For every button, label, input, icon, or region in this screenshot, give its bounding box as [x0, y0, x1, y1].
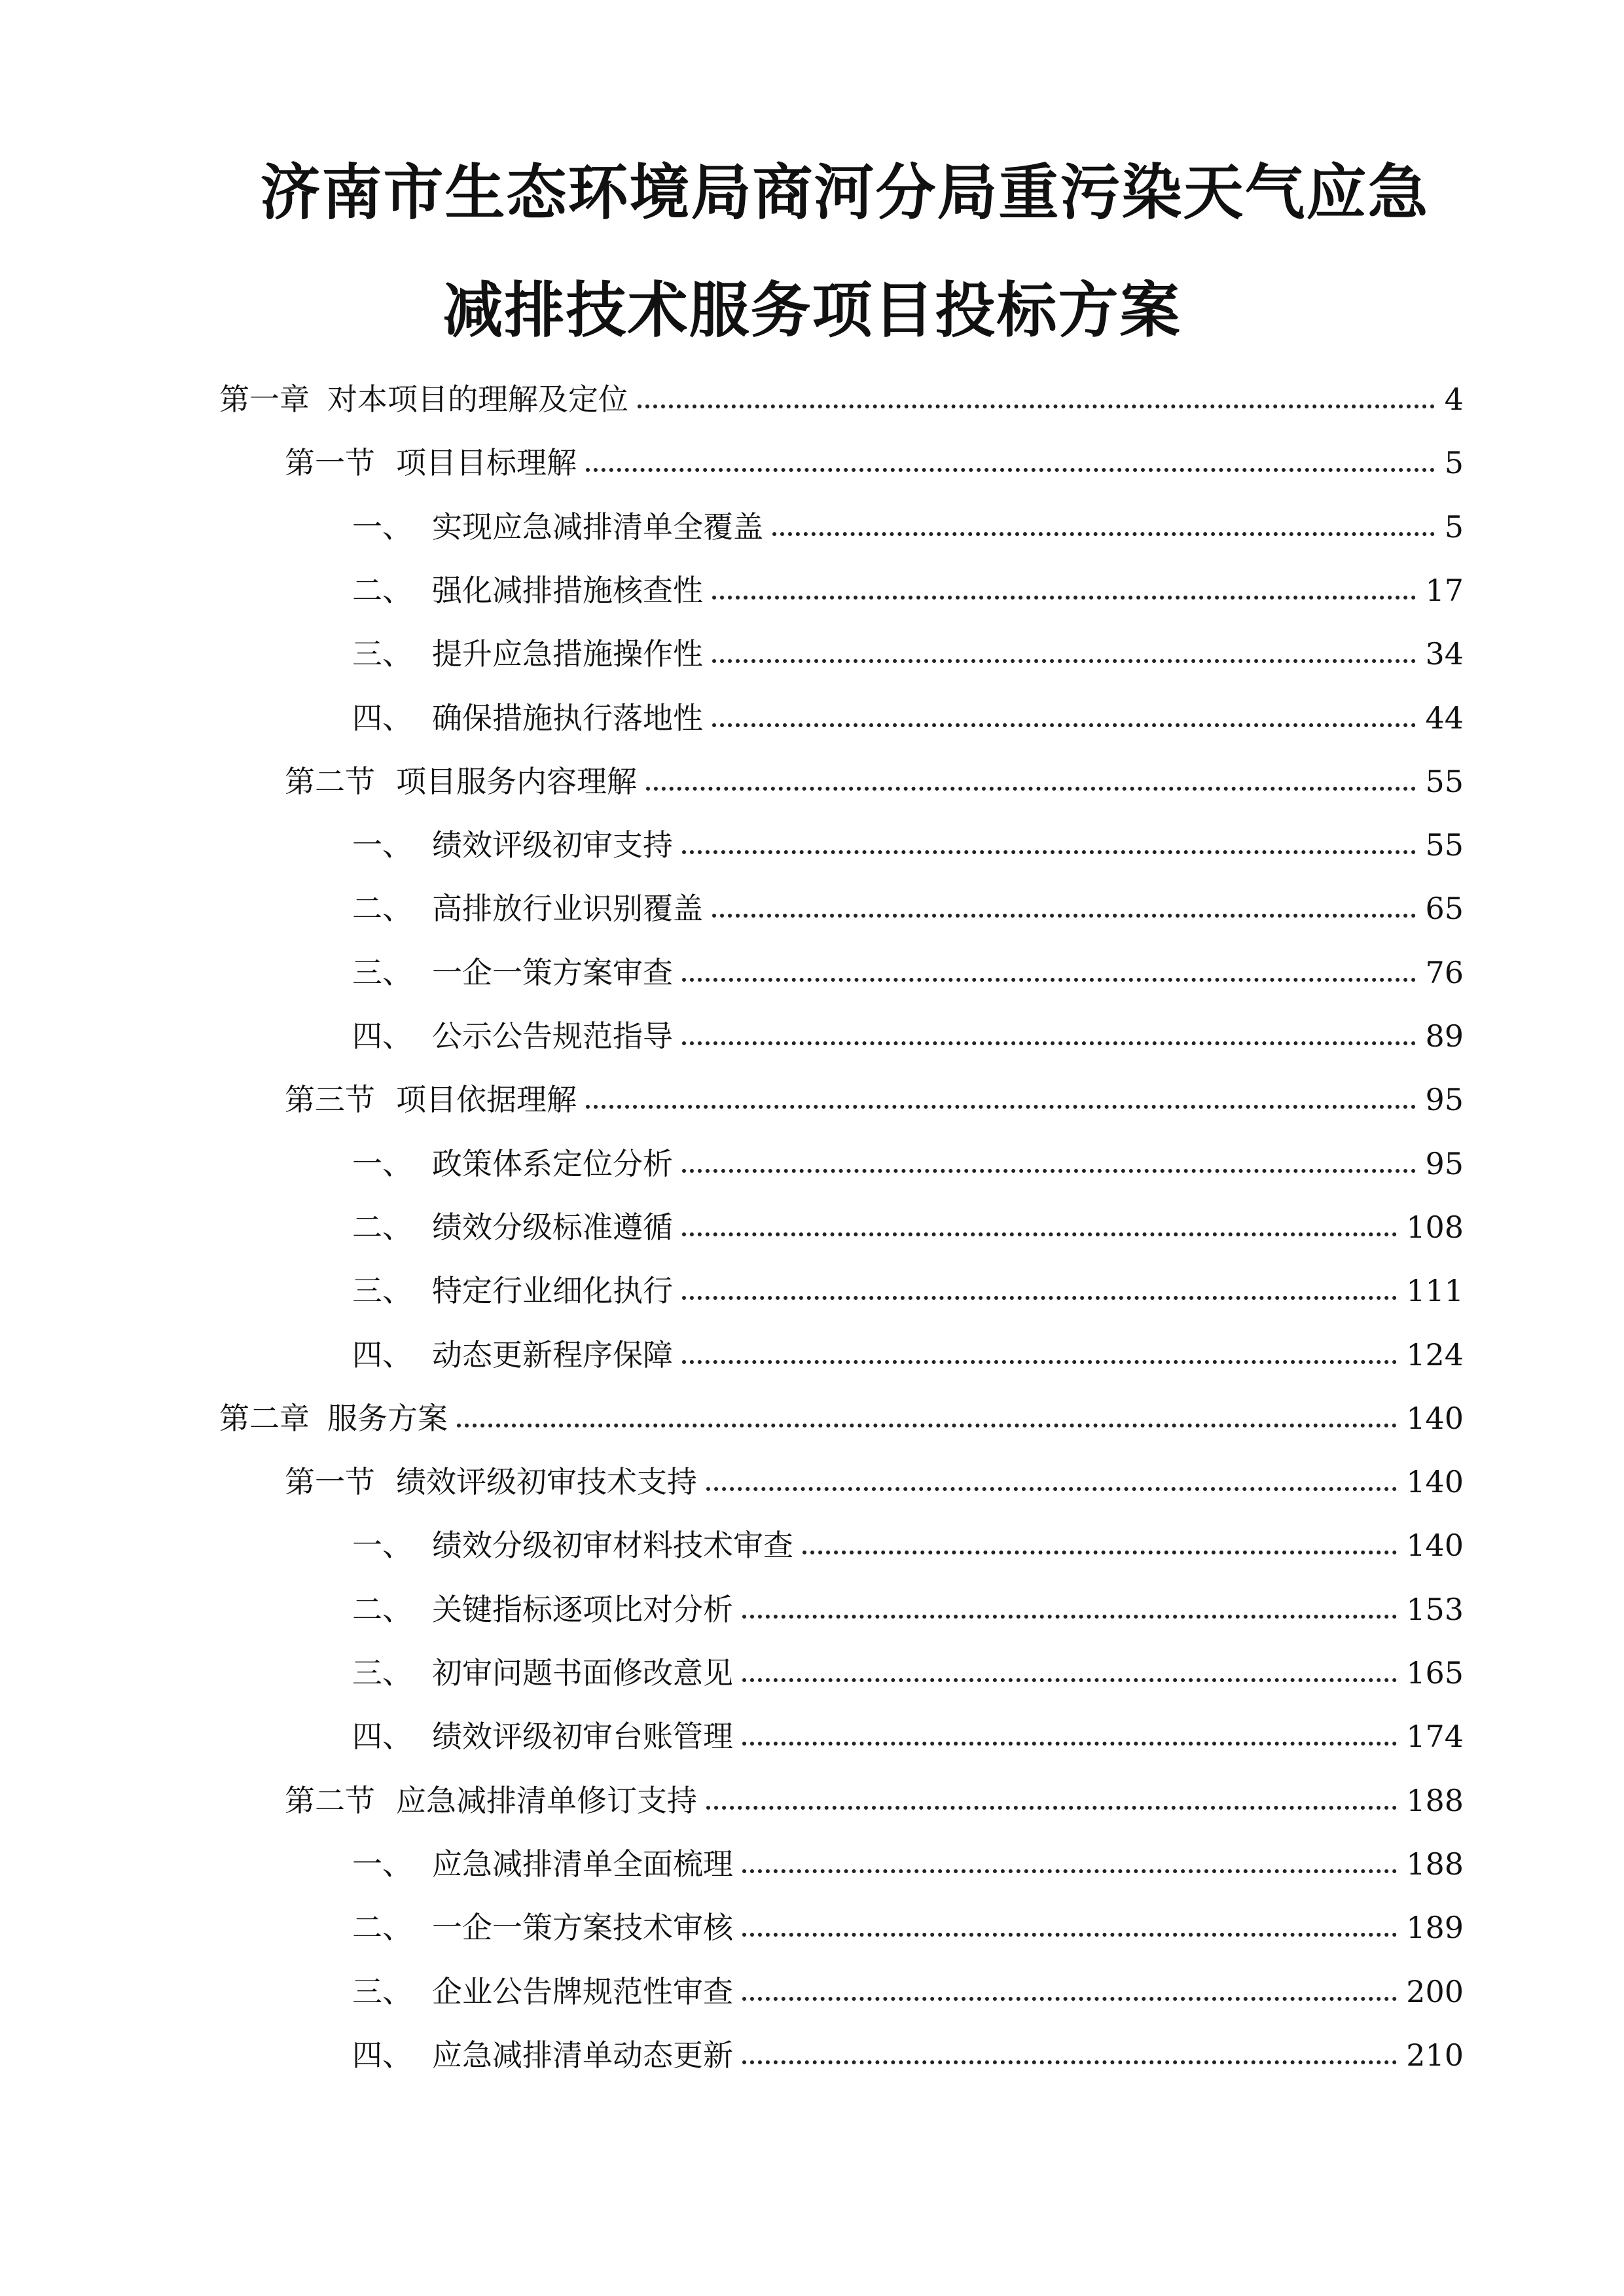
toc-entry-number: 第二节 [285, 763, 375, 799]
toc-entry-page-number: 5 [1444, 445, 1464, 481]
toc-dot-leader [638, 404, 1435, 408]
toc-entry[interactable] [352, 940, 1464, 992]
toc-entry-page-number: 17 [1425, 572, 1464, 608]
toc-entry-title: 强化减排措施核查性 [432, 572, 703, 608]
toc-dot-leader [772, 532, 1435, 536]
toc-entry[interactable] [352, 558, 1464, 610]
toc-entry[interactable] [352, 1513, 1464, 1565]
toc-entry-page-number: 55 [1425, 763, 1464, 799]
toc-entry-page-number: 89 [1425, 1018, 1464, 1054]
toc-entry-number: 三、 [352, 636, 412, 672]
toc-dot-leader [682, 1041, 1416, 1045]
toc-entry[interactable] [352, 621, 1464, 673]
toc-entry-number: 一、 [352, 1145, 412, 1181]
toc-entry-page-number: 5 [1444, 509, 1464, 545]
toc-entry-number: 二、 [352, 1209, 412, 1245]
toc-entry[interactable] [219, 1386, 1464, 1438]
toc-dot-leader [742, 1997, 1397, 2001]
toc-entry-title: 绩效分级初审材料技术审查 [432, 1528, 793, 1564]
toc-dot-leader [682, 850, 1416, 854]
toc-entry-page-number: 140 [1406, 1528, 1464, 1564]
toc-entry[interactable] [352, 1131, 1464, 1183]
toc-dot-leader [712, 659, 1416, 663]
toc-dot-leader [682, 1360, 1397, 1364]
toc-dot-leader [712, 914, 1416, 918]
toc-dot-leader [706, 1806, 1397, 1810]
toc-entry-page-number: 140 [1406, 1400, 1464, 1436]
toc-dot-leader [742, 1933, 1397, 1937]
toc-dot-leader [682, 1232, 1397, 1236]
toc-entry-title: 政策体系定位分析 [432, 1145, 673, 1181]
toc-entry[interactable] [352, 685, 1464, 738]
toc-entry-title: 对本项目的理解及定位 [327, 382, 628, 417]
toc-entry-number: 四、 [352, 1336, 412, 1372]
toc-dot-leader [646, 787, 1416, 791]
toc-entry-number: 四、 [352, 1018, 412, 1054]
toc-dot-leader [803, 1551, 1397, 1554]
toc-entry-page-number: 95 [1425, 1145, 1464, 1181]
toc-entry[interactable] [352, 494, 1464, 547]
toc-entry-title: 高排放行业识别覆盖 [432, 891, 703, 927]
toc-entry-number: 第一章 [219, 382, 310, 417]
toc-entry-number: 四、 [352, 1719, 412, 1755]
toc-entry-page-number: 124 [1406, 1336, 1464, 1372]
toc-entry-title: 应急减排清单修订支持 [396, 1782, 697, 1818]
toc-entry-number: 第一节 [285, 1464, 375, 1500]
toc-entry[interactable] [285, 1768, 1464, 1820]
toc-dot-leader [586, 468, 1435, 472]
toc-entry-number: 四、 [352, 2037, 412, 2073]
toc-dot-leader [457, 1424, 1397, 1427]
document-title-line-1: 济南市生态环境局商河分局重污染天气应急 [260, 158, 1430, 228]
toc-dot-leader [742, 1615, 1397, 1619]
toc-entry[interactable] [352, 1640, 1464, 1693]
toc-entry-number: 一、 [352, 509, 412, 545]
toc-entry-title: 项目依据理解 [396, 1082, 577, 1118]
toc-entry[interactable] [352, 1258, 1464, 1310]
toc-entry-number: 一、 [352, 827, 412, 863]
toc-entry[interactable] [352, 2022, 1464, 2075]
toc-entry-title: 服务方案 [327, 1400, 448, 1436]
toc-entry-title: 绩效评级初审支持 [432, 827, 673, 863]
toc-entry[interactable] [285, 430, 1464, 482]
toc-entry-number: 一、 [352, 1846, 412, 1882]
toc-entry-title: 应急减排清单动态更新 [432, 2037, 733, 2073]
toc-entry-page-number: 76 [1425, 954, 1464, 990]
toc-entry-title: 一企一策方案审查 [432, 954, 673, 990]
toc-entry-number: 第二章 [219, 1400, 310, 1436]
toc-entry-page-number: 189 [1406, 1910, 1464, 1946]
toc-entry-number: 三、 [352, 954, 412, 990]
toc-entry-title: 项目目标理解 [396, 445, 577, 481]
toc-entry-title: 关键指标逐项比对分析 [432, 1591, 733, 1627]
toc-dot-leader [712, 723, 1416, 727]
toc-entry[interactable] [352, 1895, 1464, 1947]
toc-entry[interactable] [285, 749, 1464, 801]
toc-entry-number: 二、 [352, 572, 412, 608]
toc-entry[interactable] [352, 1704, 1464, 1756]
toc-entry-page-number: 55 [1425, 827, 1464, 863]
toc-dot-leader [742, 2060, 1397, 2064]
toc-entry[interactable] [352, 876, 1464, 928]
toc-entry-page-number: 188 [1406, 1782, 1464, 1818]
toc-dot-leader [682, 1296, 1397, 1300]
toc-entry-title: 特定行业细化执行 [432, 1273, 673, 1309]
toc-dot-leader [742, 1742, 1397, 1746]
toc-entry-page-number: 140 [1406, 1464, 1464, 1500]
toc-entry-title: 确保措施执行落地性 [432, 700, 703, 736]
toc-entry-number: 三、 [352, 1973, 412, 2009]
toc-entry-title: 绩效评级初审台账管理 [432, 1719, 733, 1755]
document-title-line-2: 减排技术服务项目投标方案 [442, 276, 1182, 346]
toc-entry-title: 项目服务内容理解 [396, 763, 637, 799]
toc-entry[interactable] [285, 1449, 1464, 1501]
toc-entry-title: 绩效评级初审技术支持 [396, 1464, 697, 1500]
toc-entry-title: 动态更新程序保障 [432, 1336, 673, 1372]
toc-entry[interactable] [352, 1959, 1464, 2011]
toc-entry-number: 第三节 [285, 1082, 375, 1118]
toc-dot-leader [682, 1169, 1416, 1173]
toc-entry-page-number: 188 [1406, 1846, 1464, 1882]
toc-entry-title: 初审问题书面修改意见 [432, 1655, 733, 1691]
toc-dot-leader [742, 1869, 1397, 1873]
toc-entry[interactable] [352, 1322, 1464, 1374]
toc-entry-number: 二、 [352, 1591, 412, 1627]
toc-entry-number: 第二节 [285, 1782, 375, 1818]
toc-entry-page-number: 95 [1425, 1082, 1464, 1118]
toc-entry-page-number: 174 [1406, 1719, 1464, 1755]
toc-entry-page-number: 165 [1406, 1655, 1464, 1691]
toc-entry-number: 三、 [352, 1273, 412, 1309]
toc-entry-title: 应急减排清单全面梳理 [432, 1846, 733, 1882]
toc-entry-page-number: 210 [1406, 2037, 1464, 2073]
toc-entry-number: 一、 [352, 1528, 412, 1564]
toc-entry-number: 二、 [352, 891, 412, 927]
toc-entry[interactable] [352, 1577, 1464, 1629]
toc-dot-leader [712, 596, 1416, 600]
toc-entry-page-number: 65 [1425, 891, 1464, 927]
toc-entry-title: 绩效分级标准遵循 [432, 1209, 673, 1245]
toc-entry-page-number: 34 [1425, 636, 1464, 672]
toc-entry-page-number: 111 [1406, 1273, 1464, 1309]
toc-entry[interactable] [352, 1831, 1464, 1884]
toc-dot-leader [742, 1678, 1397, 1682]
toc-dot-leader [586, 1105, 1416, 1109]
toc-entry-number: 二、 [352, 1910, 412, 1946]
toc-entry-title: 一企一策方案技术审核 [432, 1910, 733, 1946]
toc-entry[interactable] [219, 367, 1464, 419]
toc-entry-title: 企业公告牌规范性审查 [432, 1973, 733, 2009]
toc-entry-number: 第一节 [285, 445, 375, 481]
toc-dot-leader [706, 1487, 1397, 1491]
toc-entry-page-number: 153 [1406, 1591, 1464, 1627]
toc-entry[interactable] [352, 1003, 1464, 1056]
toc-entry-number: 四、 [352, 700, 412, 736]
toc-dot-leader [682, 978, 1416, 982]
toc-entry-title: 提升应急措施操作性 [432, 636, 703, 672]
toc-entry-number: 三、 [352, 1655, 412, 1691]
toc-entry[interactable] [352, 1194, 1464, 1247]
toc-entry-page-number: 200 [1406, 1973, 1464, 2009]
toc-entry-page-number: 44 [1425, 700, 1464, 736]
toc-entry-title: 实现应急减排清单全覆盖 [432, 509, 763, 545]
toc-entry[interactable] [285, 1067, 1464, 1119]
toc-entry[interactable] [352, 812, 1464, 865]
toc-entry-title: 公示公告规范指导 [432, 1018, 673, 1054]
toc-entry-page-number: 4 [1444, 382, 1464, 417]
toc-entry-page-number: 108 [1406, 1209, 1464, 1245]
